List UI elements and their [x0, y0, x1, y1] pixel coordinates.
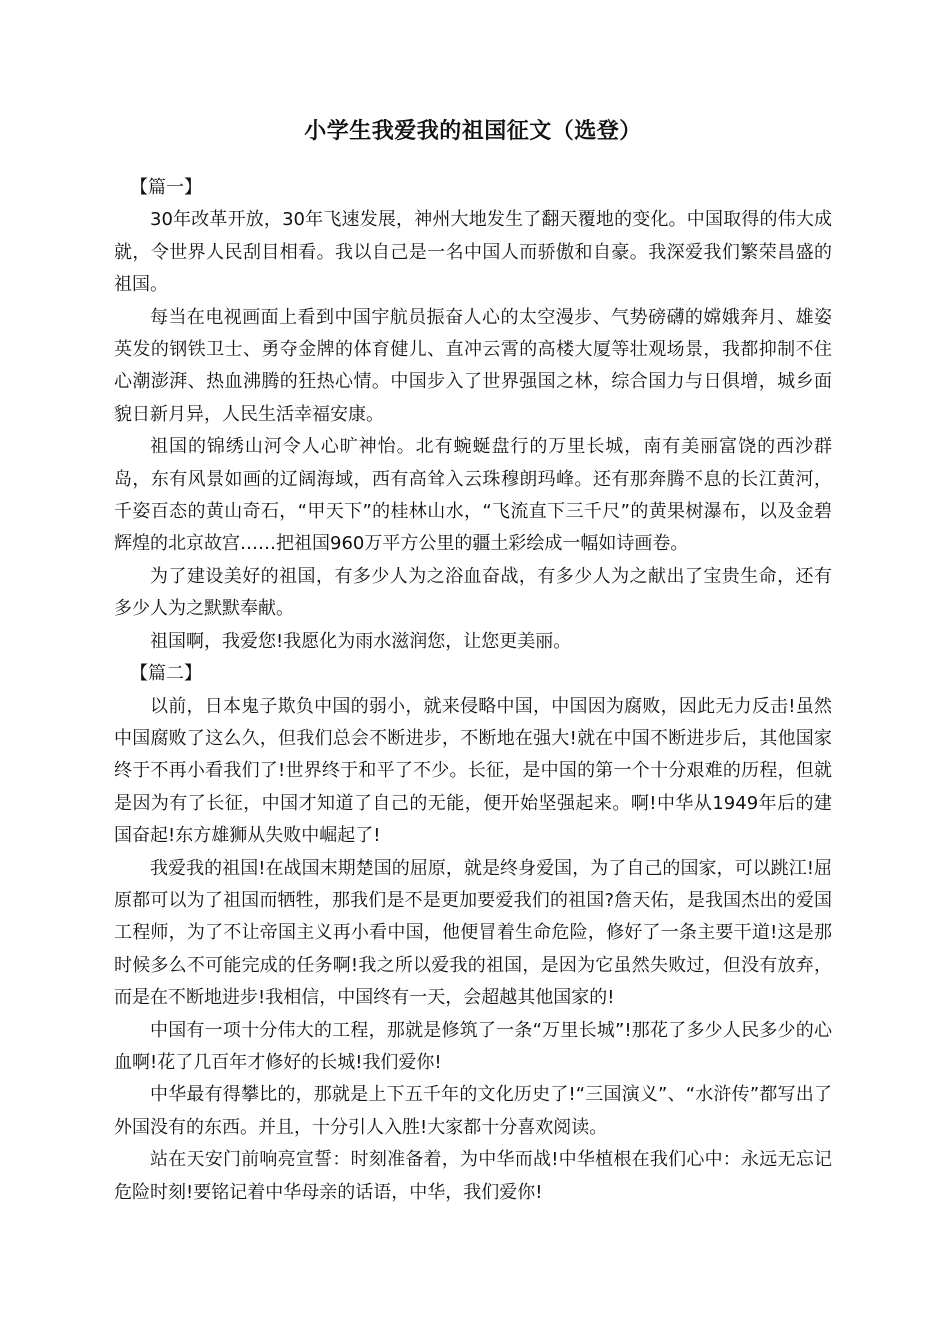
paragraph: 祖国的锦绣山河令人心旷神怡。北有蜿蜒盘行的万里长城，南有美丽富饶的西沙群岛，东有风景如画的辽阔海域，西有高耸入云珠穆朗玛峰。还有那奔腾不息的长江黄河，千姿百态的黄山奇石，“甲天下”的桂林山水，“飞流直下三千尺”的黄果树瀑布，以及金碧辉煌的北京故宫……把祖国960万平方公里的疆土彩绘成一幅如诗画卷。	[114, 436, 832, 555]
paragraph: 每当在电视画面上看到中国宇航员振奋人心的太空漫步、气势磅礴的嫦娥奔月、雄姿英发的钢铁卫士、勇夺金牌的体育健儿、直冲云霄的高楼大厦等壮观场景，我都抑制不住心潮澎湃、热血沸腾的狂热心情。中国步入了世界强国之林，综合国力与日俱增，城乡面貌日新月异，人民生活幸福安康。	[114, 306, 832, 425]
paragraph: 30年改革开放，30年飞速发展，神州大地发生了翻天覆地的变化。中国取得的伟大成就，令世界人民刮目相看。我以自己是一名中国人而骄傲和自豪。我深爱我们繁荣昌盛的祖国。	[114, 209, 832, 296]
paragraph: 中华最有得攀比的，那就是上下五千年的文化历史了!“三国演义”、“水浒传”都写出了外国没有的东西。并且，十分引人入胜!大家都十分喜欢阅读。	[114, 1084, 832, 1138]
document-body	[114, 172, 832, 1209]
paragraph: 祖国啊，我爱您!我愿化为雨水滋润您，让您更美丽。	[150, 630, 572, 652]
section-label: 【篇一】	[130, 177, 202, 198]
paragraph: 以前，日本鬼子欺负中国的弱小，就来侵略中国，中国因为腐败，因此无力反击!虽然中国腐败了这么久，但我们总会不断进步，不断地在强大!就在中国不断进步后，其他国家终于不再小看我们了!世界终于和平了不少。长征，是中国的第一个十分艰难的历程，但就是因为有了长征，中国才知道了自己的无能，便开始坚强起来。啊!中华从1949年后的建国奋起!东方雄狮从失败中崛起了!	[114, 695, 832, 847]
paragraph: 为了建设美好的祖国，有多少人为之浴血奋战，有多少人为之献出了宝贵生命，还有多少人为之默默奉献。	[114, 565, 832, 620]
document-title: 小学生我爱我的祖国征文（选登）	[304, 119, 642, 144]
paragraph: 我爱我的祖国!在战国末期楚国的屈原，就是终身爱国，为了自己的国家，可以跳江!屈原都可以为了祖国而牺牲，那我们是不是更加要爱我们的祖国?詹天佑，是我国杰出的爱国工程师，为了不让帝国主义再小看中国，他便冒着生命危险，修好了一条主要干道!这是那时候多么不可能完成的任务啊!我之所以爱我的祖国，是因为它虽然失败过，但没有放弃，而是在不断地进步!我相信，中国终有一天，会超越其他国家的!	[114, 857, 832, 1009]
paragraph: 站在天安门前响亮宣誓：时刻准备着，为中华而战!中华植根在我们心中：永远无忘记危险时刻!要铭记着中华母亲的话语，中华，我们爱你!	[114, 1149, 832, 1203]
section-label: 【篇二】	[130, 663, 202, 685]
paragraph: 中国有一项十分伟大的工程，那就是修筑了一条“万里长城”!那花了多少人民多少的心血啊!花了几百年才修好的长城!我们爱你!	[114, 1019, 832, 1073]
